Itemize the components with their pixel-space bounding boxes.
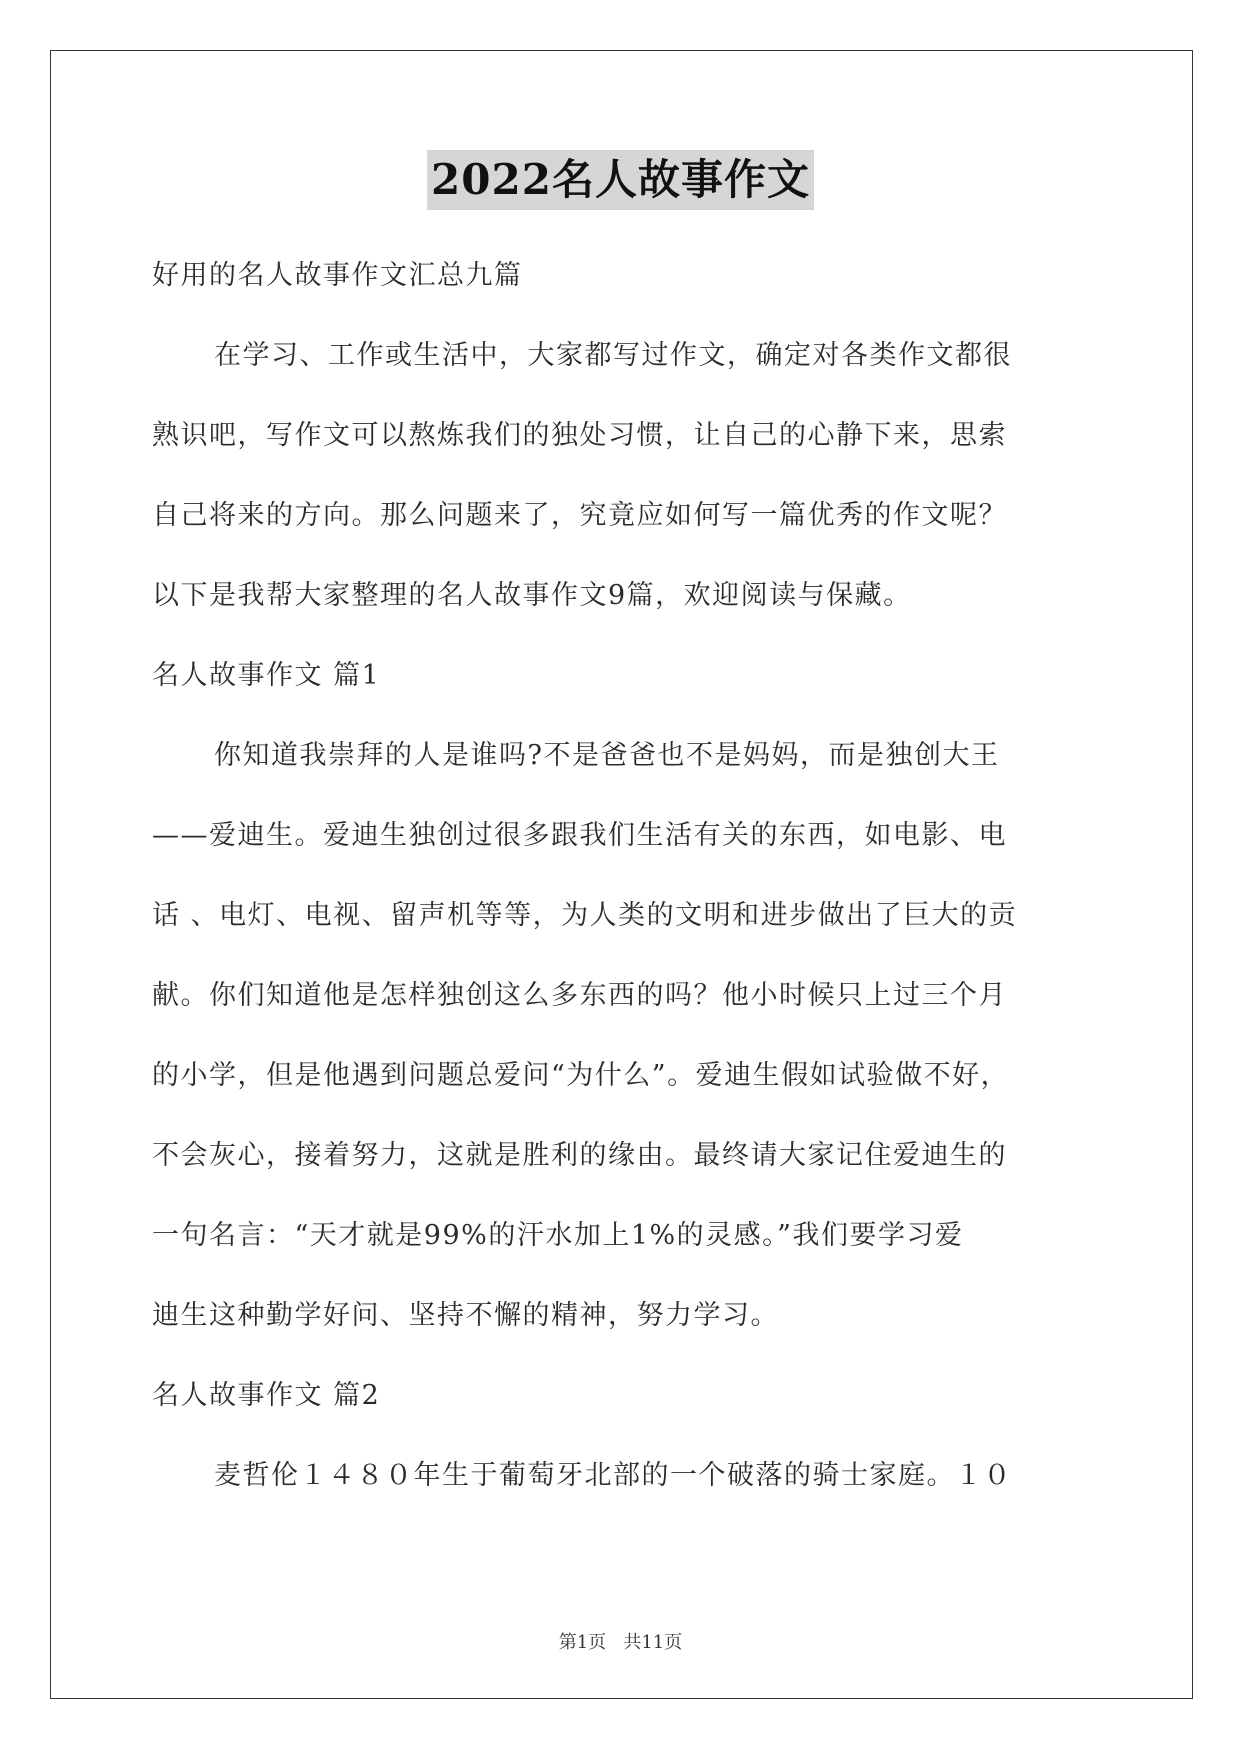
paragraph-line: 的小学，但是他遇到问题总爱问“为什么”。爱迪生假如试验做不好，	[152, 1060, 1010, 1091]
subtitle-line: 好用的名人故事作文汇总九篇	[152, 260, 523, 291]
paragraph-line: 麦哲伦１４８０年生于葡萄牙北部的一个破落的骑士家庭。１０	[214, 1460, 1012, 1491]
document-title: 2022名人故事作文	[427, 150, 814, 210]
paragraph-line: 话 、电灯、电视、留声机等等，为人类的文明和进步做出了巨大的贡	[152, 900, 1018, 931]
title-container	[0, 150, 1241, 210]
paragraph-line: 以下是我帮大家整理的名人故事作文9篇，欢迎阅读与保藏。	[152, 580, 912, 611]
section-heading: 名人故事作文 篇1	[152, 660, 381, 691]
paragraph-line: 迪生这种勤学好问、坚持不懈的精神，努力学习。	[152, 1300, 779, 1331]
page-footer: 第1页 共11页	[558, 1632, 683, 1653]
paragraph-line: 献。你们知道他是怎样独创这么多东西的吗？他小时候只上过三个月	[152, 980, 1007, 1011]
paragraph-line: 一句名言：“天才就是99%的汗水加上1%的灵感。”我们要学习爱	[152, 1220, 964, 1251]
paragraph-line: 熟识吧，写作文可以熬炼我们的独处习惯，让自己的心静下来，思索	[152, 420, 1007, 451]
paragraph-line: 不会灰心，接着努力，这就是胜利的缘由。最终请大家记住爱迪生的	[152, 1140, 1007, 1171]
paragraph-line: 你知道我崇拜的人是谁吗?不是爸爸也不是妈妈，而是独创大王	[214, 740, 1000, 771]
document-body	[152, 236, 1092, 1516]
paragraph-line: 自己将来的方向。那么问题来了，究竟应如何写一篇优秀的作文呢？	[152, 500, 1007, 531]
paragraph-line: ——爱迪生。爱迪生独创过很多跟我们生活有关的东西，如电影、电	[152, 820, 1007, 851]
paragraph-line: 在学习、工作或生活中，大家都写过作文，确定对各类作文都很	[214, 340, 1012, 371]
section-heading: 名人故事作文 篇2	[152, 1380, 381, 1411]
